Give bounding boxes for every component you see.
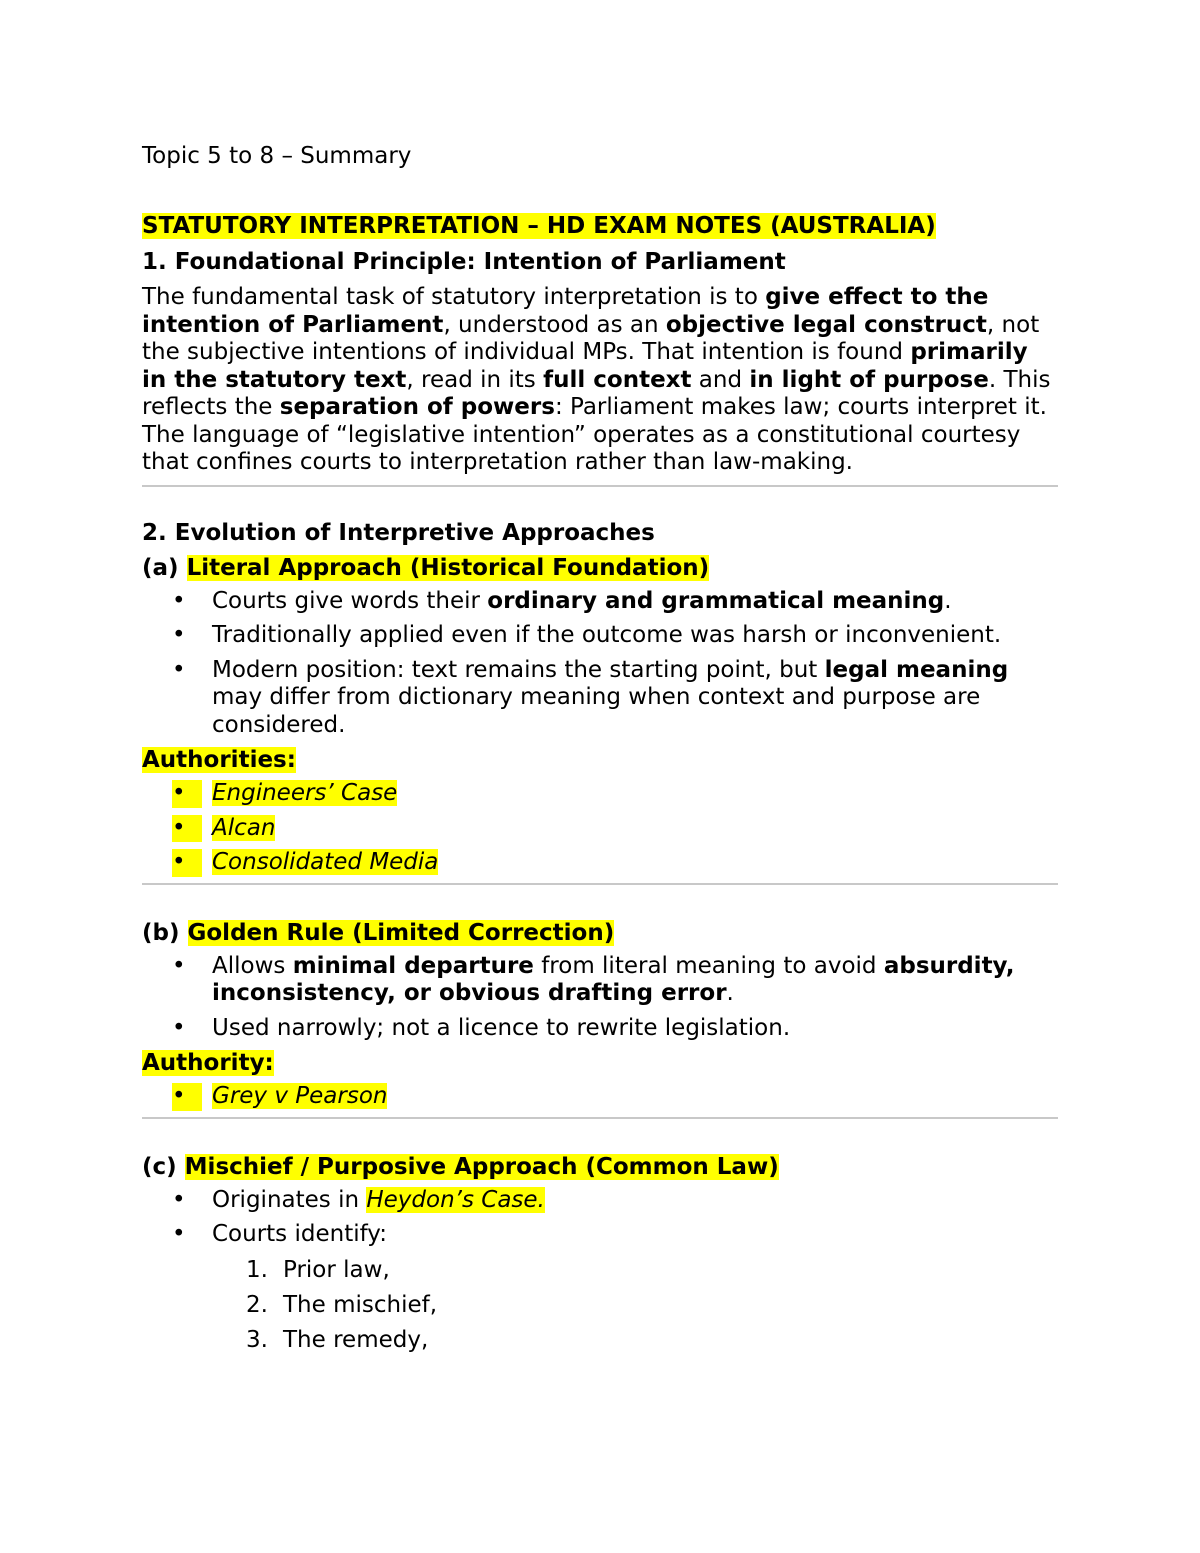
bullet-icon: • [172,1186,186,1213]
authority-item [142,780,1058,808]
bold-text: ordinary and grammatical meaning [487,587,945,614]
text-run: may differ from dictionary meaning when context and purpose are considered. [212,684,981,738]
numbered-item [142,1291,1058,1319]
subsection-b-label: Golden Rule (Limited Correction) [187,919,615,946]
bullet-icon: • [172,1083,202,1111]
text-run: and [691,366,750,393]
bold-text: legal meaning [824,656,1009,683]
text-run: , understood as an [443,311,666,338]
list-item-text [212,622,1001,648]
list-item [142,657,1058,740]
subsection-a-label: Literal Approach (Historical Foundation) [186,554,710,581]
text-run: : Parliament makes law; courts interpret it. The language of “legislative intention” operates as a constitutional courtesy that confines courts to interpretation rather than law-making. [142,394,1047,475]
bullet-icon: • [172,849,202,877]
section-divider-3 [142,1117,1058,1119]
list-item [142,622,1058,650]
bullet-icon: • [172,1014,186,1041]
bold-text: give effect to the intention of Parliament [142,284,989,338]
authority-item [142,815,1058,843]
bullet-icon: • [172,780,202,808]
text-run: Used narrowly; not a licence to rewrite legislation. [212,1014,791,1041]
item-number: 2. [246,1291,268,1318]
item-number: 1. [246,1256,268,1283]
authorities-heading [142,746,1058,774]
list-item-text [212,657,1008,738]
subsection-a-heading [142,554,1058,582]
bold-text: absurdity, inconsistency, or obvious drafting error [212,952,1015,1006]
text-run: Allows [212,952,293,979]
section-divider-1 [142,485,1058,487]
text-run: . [726,980,734,1006]
document-title [142,212,1058,240]
case-name: Heydon’s Case. [366,1186,545,1213]
case-name: Grey v Pearson [212,1083,388,1109]
item-number: 3. [246,1326,268,1353]
section-2-heading: 2. Evolution of Interpretive Approaches [142,519,655,546]
text-run: Modern position: text remains the starting point, but [212,656,825,683]
topic-line: Topic 5 to 8 – Summary [142,143,412,169]
bold-text: minimal departure [292,952,534,979]
list-item [142,1187,1058,1215]
text-run: . [944,587,952,614]
text-run: Courts give words their [212,587,488,614]
document-title-text: STATUTORY INTERPRETATION – HD EXAM NOTES (AUSTRALIA) [142,213,936,239]
case-name: Alcan [212,814,276,841]
subsection-b-prefix: (b) [142,919,188,946]
bold-text: in light of purpose [749,366,989,393]
list-item-text [212,953,1015,1007]
item-text: The mischief, [283,1291,438,1318]
list-item-text [212,1015,790,1041]
bullet-icon: • [172,622,186,648]
numbered-item [142,1326,1058,1354]
bullet-icon: • [172,1221,186,1247]
bold-text: objective legal construct [665,311,987,338]
text-run: , not the subjective intentions of individual MPs. That intention is found [142,311,1040,365]
subsection-c-heading [142,1153,1058,1181]
bold-text: separation of powers [279,394,555,420]
text-run: from literal meaning to avoid [533,952,884,979]
item-text: Prior law, [283,1256,390,1283]
authority-heading [142,1049,1058,1077]
numbered-item [142,1256,1058,1284]
case-name: Engineers’ Case [212,780,398,806]
section-divider-2 [142,883,1058,885]
text-run: . This reflects the [142,366,1051,420]
subsection-b-bullets [142,953,1058,1043]
subsection-a-prefix: (a) [142,554,187,581]
list-item-text [212,588,952,614]
list-item [142,1221,1058,1249]
subsection-b-heading [142,919,1058,947]
section-1-heading: 1. Foundational Principle: Intention of Parliament [142,249,786,275]
section-1-body [142,284,1058,477]
subsection-b-authorities [142,1083,1058,1111]
list-item-text: Originates in [212,1186,367,1213]
mischief-steps [142,1256,1058,1354]
authority-item [142,849,1058,877]
subsection-c-prefix: (c) [142,1153,185,1180]
authority-label: Authority: [142,1050,274,1076]
bullet-icon: • [172,952,186,979]
text-run: , read in its [406,366,544,393]
text-run: Traditionally applied even if the outcome was harsh or inconvenient. [212,622,1002,648]
subsection-a-authorities [142,780,1058,877]
subsection-c-label: Mischief / Purposive Approach (Common Law) [184,1153,779,1180]
subsection-c-bullets [142,1187,1058,1249]
bold-text: full context [543,366,692,393]
text-run: The fundamental task of statutory interpretation is to [142,284,766,310]
bullet-icon: • [172,587,186,614]
case-name: Consolidated Media [212,849,439,875]
bullet-icon: • [172,815,202,843]
list-item [142,953,1058,1008]
bullet-icon: • [172,656,186,683]
document-content [142,142,1058,1354]
authorities-label: Authorities: [142,747,296,773]
subsection-a-bullets [142,588,1058,740]
list-item [142,1015,1058,1043]
authority-item [142,1083,1058,1111]
bold-text: primarily in the statutory text [142,339,1028,393]
item-text: The remedy, [283,1326,429,1353]
list-item [142,588,1058,616]
list-item-text: Courts identify: [212,1221,387,1247]
